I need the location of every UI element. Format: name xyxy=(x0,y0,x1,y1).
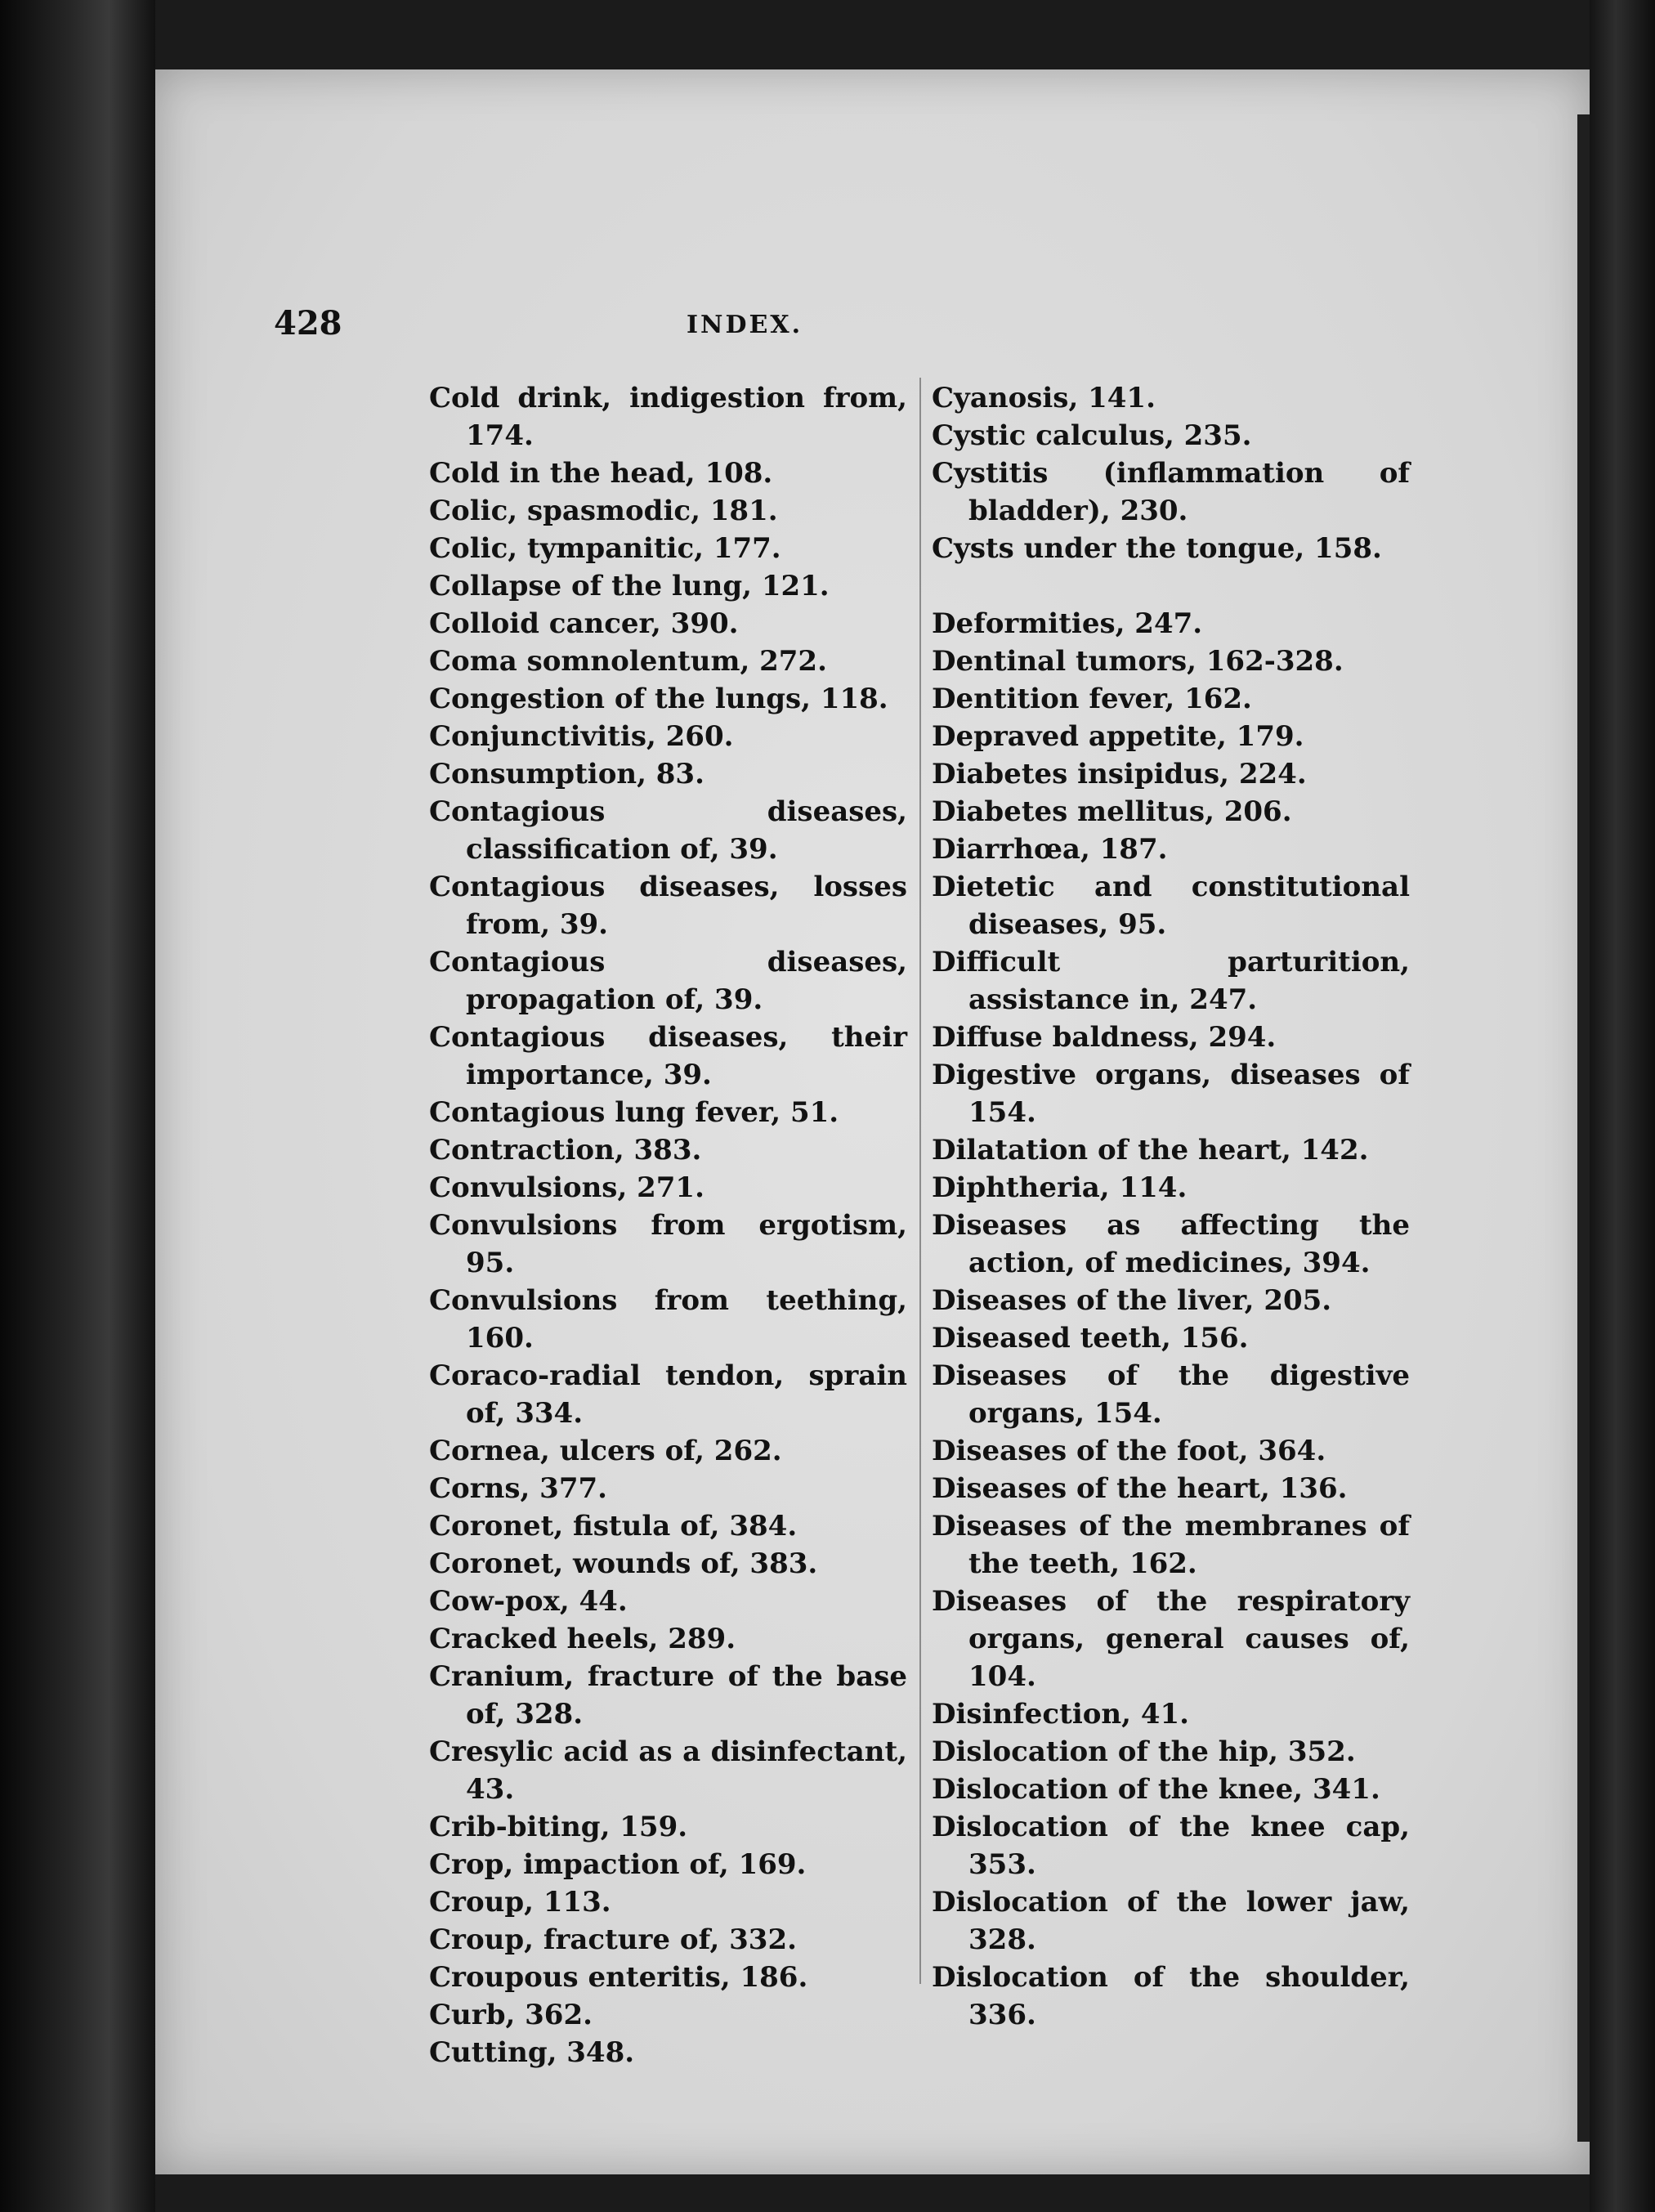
index-entry: Consumption, 83. xyxy=(429,758,704,790)
index-entry: Diseased teeth, 156. xyxy=(932,1322,1249,1355)
index-entry: Cold in the head, 108. xyxy=(429,457,773,490)
index-entry: Colloid cancer, 390. xyxy=(429,607,739,640)
index-entry: Cystic calculus, 235. xyxy=(932,419,1252,452)
index-entry: Colic, spasmodic, 181. xyxy=(429,495,778,527)
index-entry: Coronet, wounds of, 383. xyxy=(429,1547,818,1580)
column-divider xyxy=(919,378,921,1984)
index-entry: Coraco-radial tendon, sprain of, 334. xyxy=(429,1359,907,1430)
index-entry: Disinfection, 41. xyxy=(932,1698,1189,1731)
index-entry: Convulsions from teething, 160. xyxy=(429,1284,907,1355)
page-number: 428 xyxy=(274,304,342,343)
index-entry: Diseases of the respiratory organs, general causes of, 104. xyxy=(932,1585,1410,1693)
right-border-shadow xyxy=(1590,0,1655,2212)
index-entry: Coma somnolentum, 272. xyxy=(429,645,827,678)
index-entry: Collapse of the lung, 121. xyxy=(429,570,830,602)
index-entry: Depraved appetite, 179. xyxy=(932,720,1304,753)
index-entry: Conjunctivitis, 260. xyxy=(429,720,734,753)
index-entry: Curb, 362. xyxy=(429,1999,593,2031)
index-entry: Dentinal tumors, 162-328. xyxy=(932,645,1344,678)
index-entry: Dislocation of the knee cap, 353. xyxy=(932,1811,1410,1881)
index-entry: Convulsions from ergotism, 95. xyxy=(429,1209,907,1279)
index-entry: Cysts under the tongue, 158. xyxy=(932,532,1382,565)
index-entry: Contagious diseases, losses from, 39. xyxy=(429,871,907,941)
index-entry: Diabetes insipidus, 224. xyxy=(932,758,1307,790)
index-entry: Diseases of the liver, 205. xyxy=(932,1284,1332,1317)
index-entry: Cyanosis, 141. xyxy=(932,382,1156,414)
index-entry: Cow-pox, 44. xyxy=(429,1585,628,1618)
index-entry: Dislocation of the knee, 341. xyxy=(932,1773,1380,1806)
index-entry: Diabetes mellitus, 206. xyxy=(932,795,1292,828)
index-entry: Diseases as affecting the action, of medicines, 394. xyxy=(932,1209,1410,1279)
index-entry: Crib-biting, 159. xyxy=(429,1811,688,1843)
index-entry: Croup, fracture of, 332. xyxy=(429,1923,797,1956)
index-entry: Deformities, 247. xyxy=(932,607,1203,640)
index-entry: Cresylic acid as a disinfectant, 43. xyxy=(429,1735,907,1806)
index-entry: Crop, impaction of, 169. xyxy=(429,1848,807,1881)
index-entry: Diarrhœa, 187. xyxy=(932,833,1168,866)
index-entry: Coronet, fistula of, 384. xyxy=(429,1510,798,1543)
index-entry: Convulsions, 271. xyxy=(429,1171,704,1204)
index-column-left xyxy=(429,379,907,2071)
index-entry: Cracked heels, 289. xyxy=(429,1623,736,1655)
index-entry: Contraction, 383. xyxy=(429,1134,702,1166)
index-entry: Cranium, fracture of the base of, 328. xyxy=(429,1660,907,1731)
index-entry: Corns, 377. xyxy=(429,1472,607,1505)
index-entry: Diseases of the heart, 136. xyxy=(932,1472,1348,1505)
index-entry: Cystitis (inflammation of bladder), 230. xyxy=(932,457,1410,527)
index-entry: Contagious diseases, propagation of, 39. xyxy=(429,946,907,1016)
index-entry: Diseases of the digestive organs, 154. xyxy=(932,1359,1410,1430)
index-entry: Congestion of the lungs, 118. xyxy=(429,683,888,715)
index-entry: Dislocation of the lower jaw, 328. xyxy=(932,1886,1410,1956)
book-spine-shadow xyxy=(0,0,155,2212)
index-entry: Dislocation of the hip, 352. xyxy=(932,1735,1356,1768)
index-entry: Dilatation of the heart, 142. xyxy=(932,1134,1369,1166)
index-entry: Diseases of the foot, 364. xyxy=(932,1435,1326,1467)
index-column-right xyxy=(932,379,1410,2034)
running-head: INDEX. xyxy=(687,311,803,339)
index-entry: Dislocation of the shoulder, 336. xyxy=(932,1961,1410,2031)
index-entry: Contagious diseases, classification of, 39. xyxy=(429,795,907,866)
index-entry: Diffuse baldness, 294. xyxy=(932,1021,1277,1054)
index-entry: Croupous enteritis, 186. xyxy=(429,1961,808,1994)
index-entry: Cold drink, indigestion from, 174. xyxy=(429,382,907,452)
index-entry: Contagious lung fever, 51. xyxy=(429,1096,839,1129)
index-entry: Dentition fever, 162. xyxy=(932,683,1252,715)
index-entry: Digestive organs, diseases of 154. xyxy=(932,1059,1410,1129)
index-entry: Colic, tympanitic, 177. xyxy=(429,532,781,565)
index-entry: Cornea, ulcers of, 262. xyxy=(429,1435,782,1467)
page-header xyxy=(274,304,993,353)
index-entry: Diphtheria, 114. xyxy=(932,1171,1188,1204)
index-entry: Cutting, 348. xyxy=(429,2036,635,2069)
index-entry: Dietetic and constitutional diseases, 95. xyxy=(932,871,1410,941)
index-entry: Diseases of the membranes of the teeth, 162. xyxy=(932,1510,1410,1580)
index-entry: Contagious diseases, their importance, 39. xyxy=(429,1021,907,1091)
index-entry: Difficult parturition, assistance in, 247. xyxy=(932,946,1410,1016)
index-entry: Croup, 113. xyxy=(429,1886,611,1919)
